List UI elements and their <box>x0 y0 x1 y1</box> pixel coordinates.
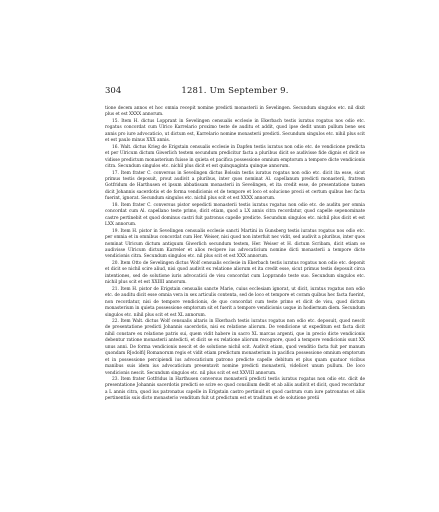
paragraph-16: 16. Walt. dictus Krieg de Erigstain censualis ecclesie in Dapfen testis iuratus non odio etc. de vendicione predicta et per Ulricum dictum Giwerlich testem secundum predicitur facta a pluribus dicit se audivisse fide dignis et dicit se vidisse predictum monasterium fuisse in quieta et pacifica possessione omnium emptorum a tempore dicte vendicionis citra. Secundum singulos etc. nichil plus dicit et est quinquaginta quinque annorum. <box>105 144 365 170</box>
paragraph-18: 18. Item frater C. conversus pistor sepedicti monasterii testis iuratus rogatus non odio etc. de auditu per omnia concordat cum Al. capellano teste primo, dicit etiam, quod a LX annis citra recordatur, quod capelle sepenominate castre pertinebit et quod dominus castri fuit patronus capelle predicte. Secundum singulos etc. nichil plus dicit et est LXX annorum. <box>105 202 365 228</box>
paragraph-23: 23. Item frater Gotfridus in Harthusen conversus monasterii predicti testis iuratus rogatus non odio etc. dicit de presentatione Johannis sacerdotis predicti se scire eo quod consilium dedit et ab aliis audivit et dicit, quod recordatur a L annis citra, quod ius patronatus capelle in Erigstain castro pertinuit et quod castrum cum iure patronatus et aliis pertinentiis suis dicto monasterio venditum fuit ut predictum est et traditum et de solutione pretii <box>105 377 365 402</box>
paragraph-19: 19. Item H. pistor in Sevelingen censualis ecclesie sancti Martini in Gunsberg testis iuratus rogatus nos odio etc. per omnia et in omnibus concordat cum Her. Weiser, nisi quod non interfuit nec vidit, sed audivit a pluribus, inter quos nominat Ulricum dictum antiquum Giwerlich secundum testem, Her. Weiser et H. dictum Scribam, dicit etiam se audivisse Ulricum dictum Karreler et alios recipere ius advocaticium nomine dicti monasterii a tempore dicte vendicionis citra. Secundum singulos etc. nil plus scit et est XXX annorum. <box>105 228 365 260</box>
body-text <box>105 106 365 403</box>
paragraph-14-continuation: tione decem annos et hoc omnia recepit nomine predicti monasterii in Sevelingen. Secundum singulos etc. nil dixit plus et est XXXX annorum. <box>105 106 365 118</box>
paragraph-17: 17. Item frater C. conversus in Sevelingen dictus Bolssin testis iuratus rogatus non odio etc. dicit ita esse, sicut primus testis deposuit, prout audivit a pluribus, inter quos nominat Al. capellanum predicti monasterii, fratrem Gotfridum de Harthusen et ipsum abbatissam monasterii in Sevelingen, et ita credit esse, de presentatione tamen dicit Johannis sacerdotis et de forma vendicionis et de tempore et loco et solucione precii et certum quibus hec facta fuerint, ignorat. Secundum singulos etc. nichil plus scit et est XXXX annorum. <box>105 170 365 202</box>
paragraph-22: 22. Item Walt. dictus Wolf censualis altaris in Ekerbach testis iuratus rogatus non odio etc. deposuit, quod nescit de presentatione predicti Johannis sacerdotis, nisi ex relatione aliorum. De vendicione ut expeditum est facta dicit nihil constare ex relatione patris sui, quem vidit habere in sacro XL marcas argenti, que in precio dicte vendicionis debentur ratione monasterii antedicti, et dicit se ex relatione aliorum recognore, quod a tempore vendicionis sunt XX unus anni. De forma vendicionis nescit et de solutione nichil scit. Audivit etiam, quod venditio facta fuit per manum quondam R[odolfi] Romanorum regis et vidit etiam predictum monasterium in pacifica possessione omnium emptorum et in possessione percipiendi ius advocaticium patrono predicte capelle debitum et plus quam quatuor vicibus manibus suis idem ius advocaticium presentavit nomine predicti monasterii, videlicet unum pullum. De loco vendicionis nescit. Secundum singulos etc. nil plus scit et est XXVIII annorum. <box>105 318 365 376</box>
paragraph-21: 21. Item H. pistor de Erigstain censualis sancte Marie, cuius ecclesiam ignorat, ut dicit, iuratus rogatus non odio etc. de auditu dicit esse omnia vera in sex articulis contenta, sed de loco et tempore et coram quibus hec facta fuerint, non recordatur, nisi de tempore vendicionis, de quo concordat cum teste primo et dicit de visu, quod dictum monasterium in quieta possessione emptorum sit et fuerit a tempore vendicionis usque in hodiernum diem. Secundum singulos etc. nihil plus scit et est XL annorum. <box>105 286 365 318</box>
running-head: 1281. Um September 9. <box>181 86 289 96</box>
paragraph-20: 20. Item Otto de Sevelingen dictus Wolf censualis ecclesie in Ekerbach testis iuratus rogatus non odio etc. deponit et dicit se nichil scire aliud, nisi quod audivit ex relatione aliorum et ita credit esse, sicut primus testis deposuit circa intentiones, sed de solutione iuris advocaticii de visu concordat cum Lopprando teste suo. Secundum singulos etc. nichil plus scit et est XXIIII annorum. <box>105 260 365 286</box>
page-number: 304 <box>105 86 122 96</box>
paragraph-15: 15. Item H. dictus Lopprant in Sevelingen censualis ecclesie in Ekerbach testis iuratus rogatus nos odio etc. rogatus concordat cum Ulrico Karrelario proximo teste de auditu et addit, quod ipse dedit unum pullum bene sex annis pro iure advocaticio, ut dictum est, Karrelario nomine monasterii predicti. Secundum singulos etc. nihil plus scit et est paulo minus XXX annis. <box>105 118 365 144</box>
page-header <box>105 86 365 100</box>
